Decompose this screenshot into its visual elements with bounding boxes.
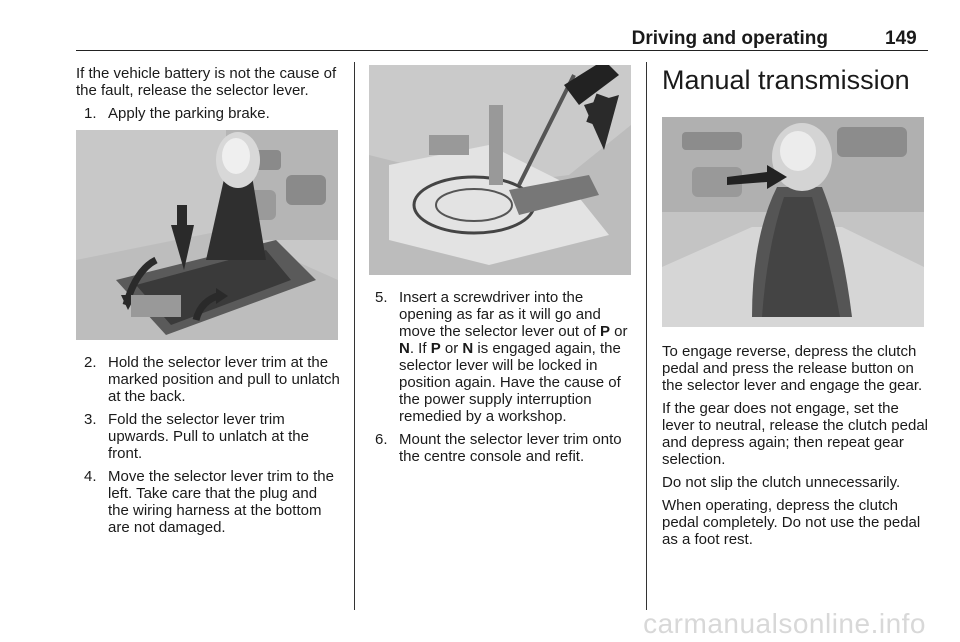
column-2 [369, 65, 634, 471]
step-number: 4. [84, 468, 97, 485]
step-number: 2. [84, 354, 97, 371]
step-6 [375, 431, 634, 465]
step-2 [76, 354, 341, 405]
paragraph: When operating, depress the clutch pedal completely. Do not use the pedal as a foot rest. [662, 497, 921, 548]
column-3 [662, 65, 928, 554]
step-text: Insert a screwdriver into the opening as far as it will go and move the selector lever out of P or N. If P or N is engaged again, the selector lever will be locked in position again. Have the cause of the power supply interruption remedied by a workshop. [399, 289, 628, 425]
watermark: carmanualsonline.info [643, 608, 926, 639]
step-1 [76, 105, 341, 122]
step-number: 6. [375, 431, 388, 448]
step-number: 5. [375, 289, 388, 306]
paragraph: If the gear does not engage, set the lever to neutral, release the clutch pedal and depress again; then repeat gear selection. [662, 400, 928, 468]
key-n: N [399, 340, 410, 357]
key-p: P [599, 323, 610, 340]
column-divider-2 [646, 62, 647, 610]
step-text: Fold the selector lever trim upwards. Pull to unlatch at the front. [108, 411, 309, 462]
column-divider-1 [354, 62, 355, 610]
column-1 [76, 65, 341, 542]
figure-gear-lever [662, 117, 924, 327]
page-header-title: Driving and operating [631, 28, 828, 49]
figure-screwdriver [369, 65, 631, 275]
paragraph: Do not slip the clutch unnecessarily. [662, 474, 901, 491]
paragraph: To engage reverse, depress the clutch pedal and press the release button on the selector lever and engage the gear. [662, 343, 923, 394]
step-text: Hold the selector lever trim at the marked position and pull to unlatch at the back. [108, 354, 340, 405]
header-rule [76, 50, 928, 51]
key-p: P [430, 340, 441, 357]
step-4 [76, 468, 341, 536]
step-5 [375, 289, 634, 425]
section-heading: Manual transmission [662, 65, 910, 95]
figure-selector-trim [76, 130, 338, 340]
step-text: Move the selector lever trim to the left. Take care that the plug and the wiring harness at the bottom are not damaged. [108, 468, 334, 536]
key-n: N [462, 340, 474, 357]
intro-paragraph: If the vehicle battery is not the cause of the fault, release the selector lever. [76, 65, 337, 99]
page-number: 149 [885, 28, 917, 49]
step-number: 3. [84, 411, 97, 428]
step-text: Mount the selector lever trim onto the centre console and refit. [399, 431, 622, 465]
step-text: Apply the parking brake. [108, 105, 270, 122]
step-3 [76, 411, 341, 462]
step-number: 1. [84, 105, 97, 122]
